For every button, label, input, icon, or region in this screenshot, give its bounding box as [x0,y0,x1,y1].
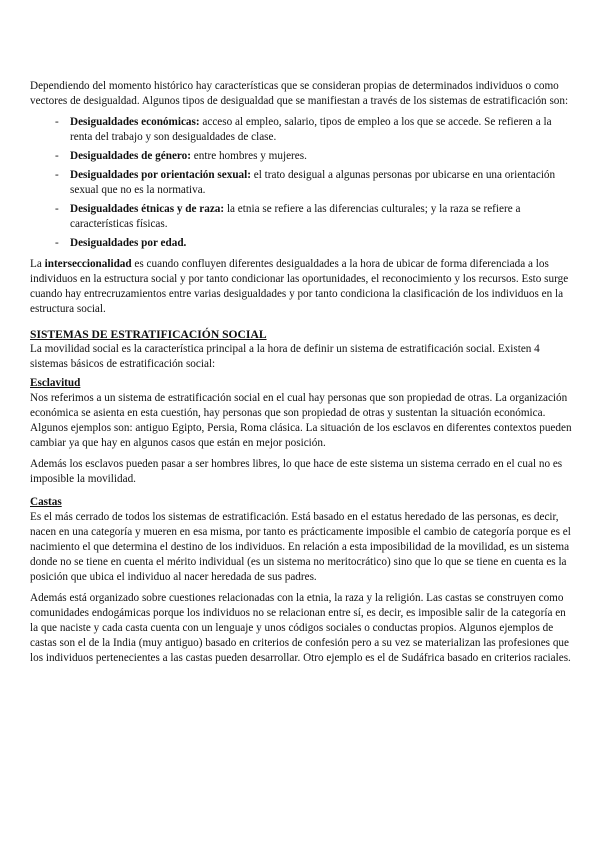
list-item-term: Desigualdades por edad. [70,237,187,249]
list-item [30,149,575,164]
bullet-dash: - [55,203,59,215]
list-item [30,236,575,251]
list-item-term: Desigualdades por orientación sexual: [70,169,251,181]
list-item-text: la etnia se refiere a las diferencias culturales; y la raza se refiere a características físicas. [70,203,521,230]
esclavitud-heading: Esclavitud [30,377,81,389]
interseccionalidad-text: es cuando confluyen diferentes desigualdades a la hora de ubicar de forma diferenciada a los individuos en la estructura social y por tanto condicionar las oportunidades, el reconocimiento y los recursos. Esto surge cuando hay entrecruzamientos entre varias desigualdades y por tanto condiciona la clasificación de los individuos en la estructura social. [30,258,569,315]
bullet-dash: - [55,169,59,181]
intro-paragraph: Dependiendo del momento histórico hay características que se consideran propias de determinados individuos o como vectores de desigualdad. Algunos tipos de desigualdad que se manifiestan a través de los sistemas de estratificación son: [30,80,569,107]
document-page [30,79,575,672]
bullet-dash: - [55,150,59,162]
castas-paragraph-2: Además está organizado sobre cuestiones relacionadas con la etnia, la raza y la religión. Las castas se construyen como comunidades endogámicas porque los individuos no se relacionan entre sí, es decir, es imposible salir de la categoría en la que naciste y cada casta cuenta con un lenguaje y unos códigos sociales o conductas propios. Algunos ejemplos de castas son el de la India (muy antiguo) basado en criterios de confesión pero a su vez se materializan las profesiones que los individuos pertenecientes a las castas pueden desarrollar. Otro ejemplo es el de Sudáfrica basado en criterios raciales. [30,592,571,664]
list-item-text: el trato desigual a algunas personas por ubicarse en una orientación sexual que no es la normativa. [70,169,556,196]
castas-heading: Castas [30,496,62,508]
esclavitud-paragraph-2: Además los esclavos pueden pasar a ser hombres libres, lo que hace de este sistema un sistema cerrado en el cual no es imposible la movilidad. [30,458,563,485]
interseccionalidad-term: interseccionalidad [44,258,132,270]
list-item-term: Desigualdades de género: [70,150,191,162]
bullet-dash: - [55,116,59,128]
section-heading: SISTEMAS DE ESTRATIFICACIÓN SOCIAL [30,328,267,341]
list-item-term: Desigualdades económicas: [70,116,200,128]
list-item-text: entre hombres y mujeres. [191,150,307,162]
bullet-dash: - [55,237,59,249]
interseccionalidad-pre: La [30,258,45,270]
list-item-term: Desigualdades étnicas y de raza: [70,203,225,215]
section-intro-paragraph: La movilidad social es la característica principal a la hora de definir un sistema de estratificación social. Existen 4 sistemas básicos de estratificación social: [30,343,540,370]
inequality-list [30,115,575,251]
esclavitud-paragraph-1: Nos referimos a un sistema de estratificación social en el cual hay personas que son propiedad de otras. La organización económica se asienta en esta cuestión, hay personas que son propiedad de otras y sustentan la situación económica. Algunos ejemplos son: antiguo Egipto, Persia, Roma clásica. La situación de los esclavos en diferentes contextos pueden cambiar ya que hay en algunos casos que están en mejor posición. [30,392,572,449]
list-item [30,202,575,232]
list-item-text: acceso al empleo, salario, tipos de empleo a los que se accede. Se refieren a la renta del trabajo y son desigualdades de clase. [70,116,552,143]
interseccionalidad-paragraph [30,257,575,317]
list-item [30,115,575,145]
list-item [30,168,575,198]
castas-paragraph-1: Es el más cerrado de todos los sistemas de estratificación. Está basado en el estatus heredado de las personas, es decir, nacen en una categoría y mueren en esa misma, por tanto es prácticamente imposible el cambio de categoría porque es el nacimiento el que determina el destino de los individuos. En relación a esta imposibilidad de la movilidad, es un sistema donde no se tiene en cuenta el mérito individual (es un sistema no meritocrático) sino que lo que se tiene en cuenta es la posición que ubica el individuo al nacer heredada de sus padres. [30,511,571,583]
